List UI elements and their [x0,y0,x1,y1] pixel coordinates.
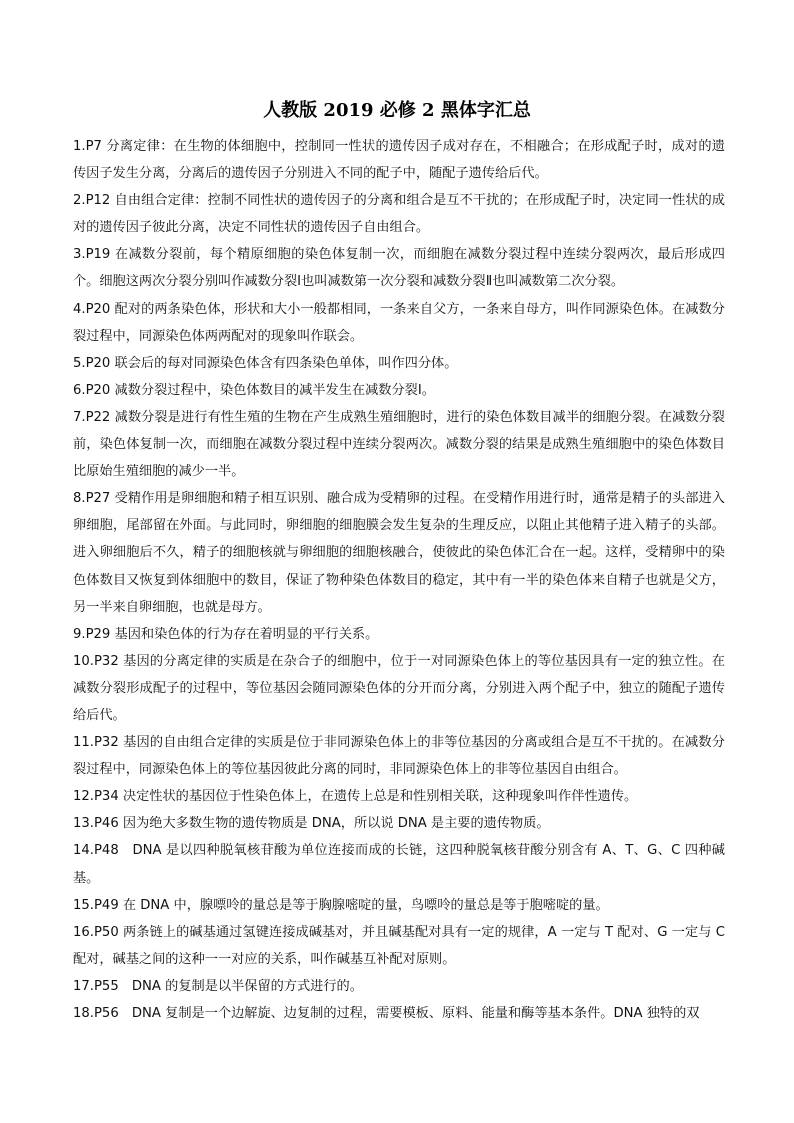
summary-item: 17.P55 DNA 的复制是以半保留的方式进行的。 [73,978,363,994]
summary-item: 5.P20 联会后的每对同源染色体含有四条染色单体，叫作四分体。 [73,355,458,371]
summary-item: 9.P29 基因和染色体的行为存在着明显的平行关系。 [73,626,379,642]
summary-item: 10.P32 基因的分离定律的实质是在杂合子的细胞中，位于一对同源染色体上的等位基因具有一定的独立性。在减数分裂形成配子的过程中，等位基因会随同源染色体的分开而分离，分别进入两个配子中，独立的随配子遗传给后代。 [73,653,725,723]
summary-item: 12.P34 决定性状的基因位于性染色体上，在遗传上总是和性别相关联，这种现象叫作伴性遗传。 [73,789,638,805]
summary-item: 3.P19 在减数分裂前，每个精原细胞的染色体复制一次，而细胞在减数分裂过程中连续分裂两次，最后形成四个。细胞这两次分裂分别叫作减数分裂Ⅰ也叫减数第一次分裂和减数分裂Ⅱ也叫减数第二次分裂。 [73,247,725,290]
summary-item: 1.P7 分离定律：在生物的体细胞中，控制同一性状的遗传因子成对存在，不相融合；在形成配子时，成对的遗传因子发生分离，分离后的遗传因子分别进入不同的配子中，随配子遗传给后代。 [73,139,725,182]
page-title: 人教版 2019 必修 2 黑体字汇总 [263,100,531,121]
summary-item: 18.P56 DNA 复制是一个边解旋、边复制的过程，需要模板、原料、能量和酶等基本条件。DNA 独特的双 [73,1006,700,1021]
summary-item: 15.P49 在 DNA 中，腺嘌呤的量总是等于胸腺嘧啶的量，鸟嘌呤的量总是等于胞嘧啶的量。 [73,897,609,913]
summary-item: 11.P32 基因的自由组合定律的实质是位于非同源染色体上的非等位基因的分离或组合是互不干扰的。在减数分裂过程中，同源染色体上的等位基因彼此分离的同时，非同源染色体上的非等位基因自由组合。 [73,735,725,778]
summary-list [73,133,725,1027]
summary-item: 13.P46 因为绝大多数生物的遗传物质是 DNA，所以说 DNA 是主要的遗传物质。 [73,816,550,832]
summary-item: 2.P12 自由组合定律：控制不同性状的遗传因子的分离和组合是互不干扰的；在形成配子时，决定同一性状的成对的遗传因子彼此分离，决定不同性状的遗传因子自由组合。 [73,193,725,236]
summary-item: 16.P50 两条链上的碱基通过氢键连接成碱基对，并且碱基配对具有一定的规律，A 一定与 T 配对、G 一定与 C 配对，碱基之间的这种一一对应的关系，叫作碱基互补配对原则。 [73,924,725,967]
summary-item: 8.P27 受精作用是卵细胞和精子相互识别、融合成为受精卵的过程。在受精作用进行时，通常是精子的头部进入卵细胞，尾部留在外面。与此同时，卵细胞的细胞膜会发生复杂的生理反应，以阻止其他精子进入精子的头部。进入卵细胞后不久，精子的细胞核就与卵细胞的细胞核融合，使彼此的染色体汇合在一起。这样，受精卵中的染色体数目又恢复到体细胞中的数目，保证了物种染色体数目的稳定，其中有一半的染色体来自精子也就是父方，另一半来自卵细胞，也就是母方。 [73,491,725,615]
summary-item: 7.P22 减数分裂是进行有性生殖的生物在产生成熟生殖细胞时，进行的染色体数目减半的细胞分裂。在减数分裂前，染色体复制一次，而细胞在减数分裂过程中连续分裂两次。减数分裂的结果是成熟生殖细胞中的染色体数目比原始生殖细胞的减少一半。 [73,409,725,480]
summary-item: 14.P48 DNA 是以四种脱氧核苷酸为单位连接而成的长链，这四种脱氧核苷酸分别含有 A、T、G、C 四种碱基。 [73,843,725,886]
summary-item: 4.P20 配对的两条染色体，形状和大小一般都相同，一条来自父方，一条来自母方，叫作同源染色体。在减数分裂过程中，同源染色体两两配对的现象叫作联会。 [73,301,725,344]
summary-item: 6.P20 减数分裂过程中，染色体数目的减半发生在减数分裂Ⅰ。 [73,382,435,398]
